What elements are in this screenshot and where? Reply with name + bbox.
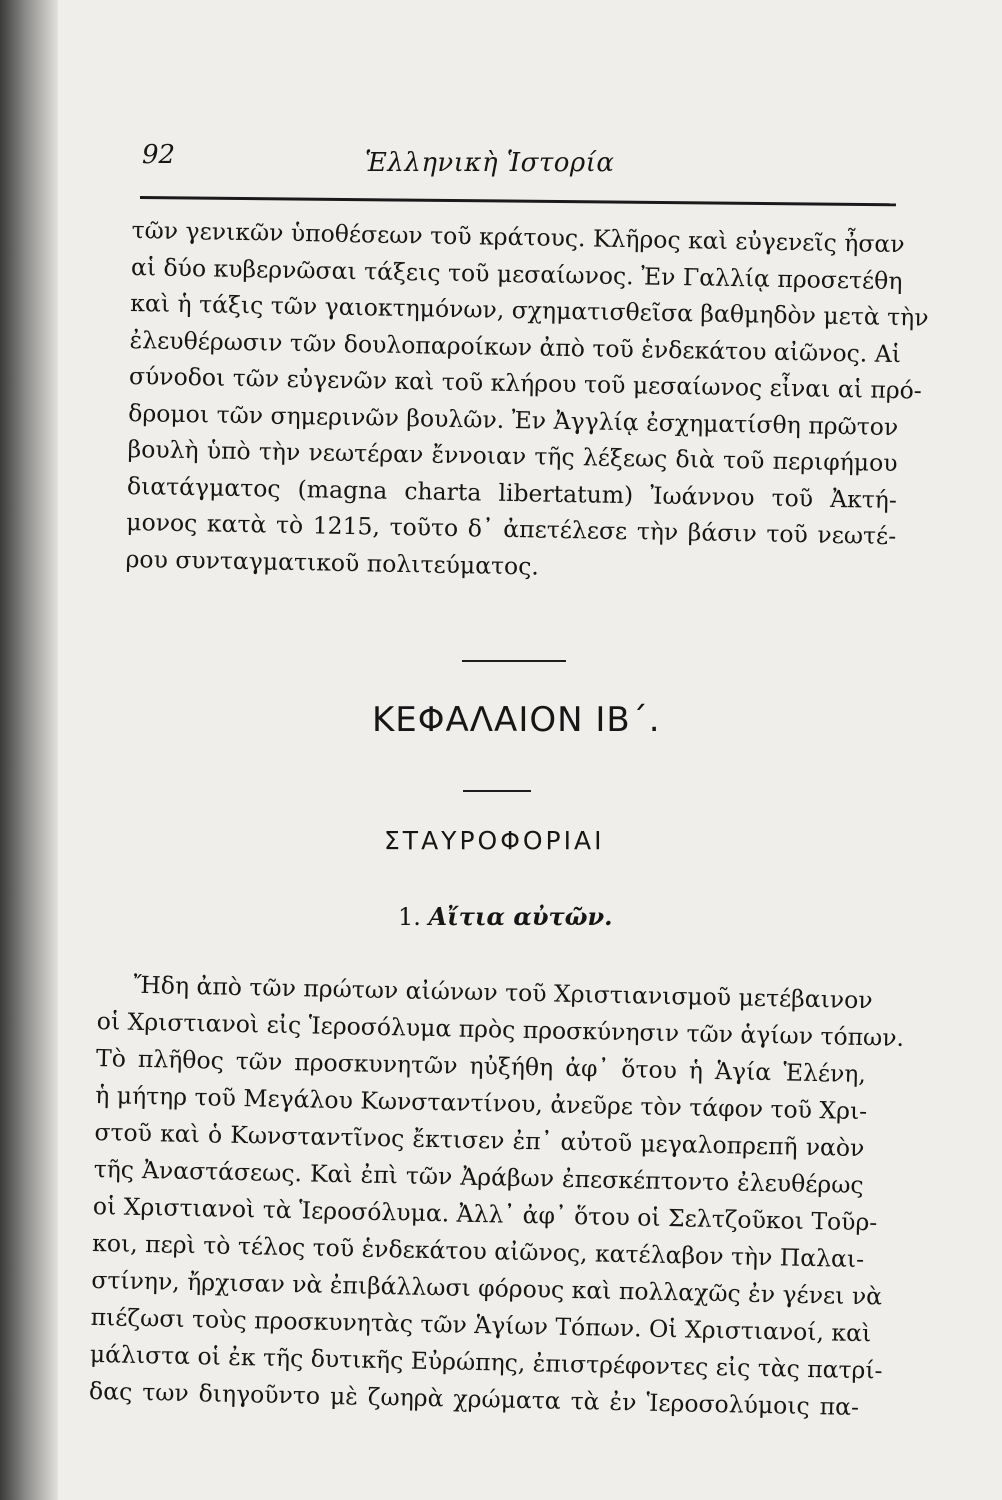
chapter-heading: ΚΕΦΑΛΑΙΟΝ ΙΒ΄. xyxy=(372,700,661,740)
text-line: πιέζωσι τοὺς προσκυνητὰς τῶν Ἁγίων Τόπων. Οἱ Χριστιανοί, καὶ xyxy=(90,1302,872,1348)
section-heading: ΣΤΑΥΡΟΦΟΡΙΑΙ xyxy=(384,826,605,855)
running-title: Ἑλληνικὴ Ἱστορία xyxy=(365,148,615,178)
text-line: στίνην, ἤρχισαν νὰ ἐπιβάλλωσι φόρους καὶ πολλαχῶς ἐν γένει νὰ xyxy=(91,1265,883,1311)
text-line: καὶ ἡ τάξις τῶν γαιοκτημόνων, σχηματισθεῖσα βαθμηδὸν μετὰ τὴν xyxy=(130,288,929,332)
text-line: οἱ Χριστιανοὶ τὰ Ἱεροσόλυμα. Ἀλλ᾽ ἀφ᾽ ὅτου οἱ Σελτζοῦκοι Τοῦρ- xyxy=(92,1191,878,1237)
text-line: ἐλευθέρωσιν τῶν δουλοπαροίκων ἀπὸ τοῦ ἑνδεκάτου αἰῶνος. Αἱ xyxy=(129,325,902,368)
text-line: κοι, περὶ τὸ τέλος τοῦ ἑνδεκάτου αἰῶνος, κατέλαβον τὴν Παλαι- xyxy=(91,1228,865,1274)
page-number: 92 xyxy=(142,140,176,170)
subsection-number: 1. xyxy=(398,903,421,931)
text-line: διατάγματος (magna charta libertatum) Ἰωάννου τοῦ Ἀκτή- xyxy=(126,471,898,514)
scan-binding-shadow xyxy=(0,0,58,1500)
text-line: δρομοι τῶν σημερινῶν βουλῶν. Ἐν Ἀγγλίᾳ ἐσχηματίσθη πρῶτον xyxy=(128,398,899,441)
page-header xyxy=(140,130,898,210)
text-line: οἱ Χριστιανοὶ εἰς Ἱεροσόλυμα πρὸς προσκύνησιν τῶν ἁγίων τόπων. xyxy=(96,1006,905,1052)
text-line: τῆς Ἀναστάσεως. Καὶ ἐπὶ τῶν Ἀράβων ἐπεσκέπτοντο ἐλευθέρως xyxy=(93,1154,864,1200)
text-line: Τὸ πλῆθος τῶν προσκυνητῶν ηὐξήθη ἀφ᾽ ὅτου ἡ Ἁγία Ἑλένη, xyxy=(95,1043,867,1089)
text-line: τῶν γενικῶν ὑποθέσεων τοῦ κράτους. Κλῆρος καὶ εὐγενεῖς ἦσαν xyxy=(131,215,905,259)
text-line: στοῦ καὶ ὁ Κωνσταντῖνος ἔκτισεν ἐπ᾽ αὐτοῦ μεγαλοπρεπῆ ναὸν xyxy=(94,1117,865,1163)
text-line: αἱ δύο κυβερνῶσαι τάξεις τοῦ μεσαίωνος. Ἐν Γαλλίᾳ προσετέθη xyxy=(130,252,903,295)
text-line: Ἤδη ἀπὸ τῶν πρώτων αἰώνων τοῦ Χριστιανισμοῦ μετέβαινον xyxy=(133,970,873,1015)
separator-rule-top xyxy=(462,660,566,662)
subsection-title: Αἴτια αὐτῶν. xyxy=(428,902,613,931)
text-line: μονος κατὰ τὸ 1215, τοῦτο δ᾽ ἀπετέλεσε τὴν βάσιν τοῦ νεωτέ- xyxy=(126,507,897,551)
paragraph-causes xyxy=(88,966,905,1426)
text-line: βουλὴ ὑπὸ τὴν νεωτέραν ἔννοιαν τῆς λέξεως διὰ τοῦ περιφήμου xyxy=(127,434,898,478)
text-line: σύνοδοι τῶν εὐγενῶν καὶ τοῦ κλήρου τοῦ μεσαίωνος εἶναι αἱ πρό- xyxy=(128,361,923,405)
text-line: ἡ μήτηρ τοῦ Μεγάλου Κωνσταντίνου, ἀνεῦρε τὸν τάφον τοῦ Χρι- xyxy=(95,1080,868,1126)
text-line: μάλιστα οἱ ἐκ τῆς δυτικῆς Εὐρώπης, ἐπιστρέφοντες εἰς τὰς πατρί- xyxy=(89,1339,883,1385)
text-line: ρου συνταγματικοῦ πολιτεύματος. xyxy=(125,544,540,581)
subsection-heading xyxy=(398,902,613,931)
header-rule xyxy=(140,196,896,206)
paragraph-continued xyxy=(125,212,929,591)
separator-rule-bottom xyxy=(463,790,531,792)
text-line: δας των διηγοῦντο μὲ ζωηρὰ χρώματα τὰ ἐν Ἱεροσολύμοις πα- xyxy=(88,1376,860,1422)
